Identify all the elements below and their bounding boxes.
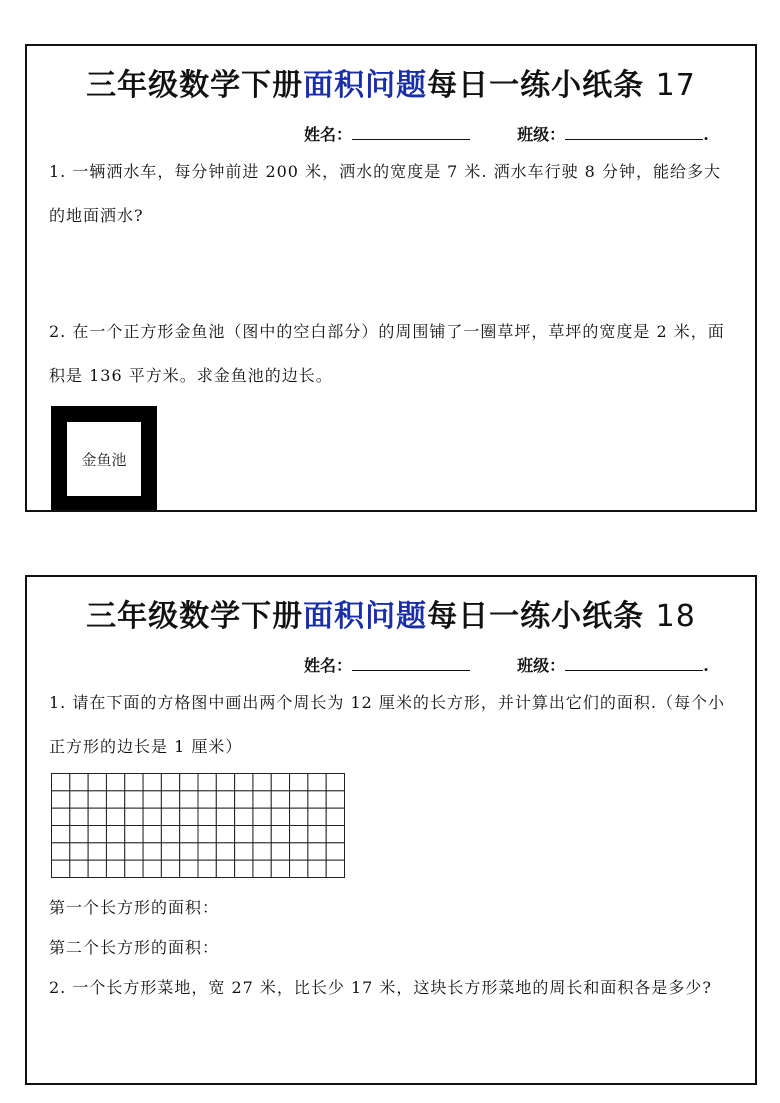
class-label: 班级： [517, 656, 566, 675]
grid-cell[interactable] [125, 791, 143, 808]
grid-cell[interactable] [52, 791, 70, 808]
worksheet-18-title [27, 591, 755, 635]
grid-cell[interactable] [88, 860, 106, 877]
grid-cell[interactable] [125, 808, 143, 825]
grid-cell[interactable] [235, 791, 253, 808]
grid-cell[interactable] [253, 860, 271, 877]
grid-cell[interactable] [326, 791, 344, 808]
worksheet-18 [25, 575, 757, 1085]
grid-cell[interactable] [271, 791, 289, 808]
grid-cell[interactable] [198, 808, 216, 825]
grid-svg[interactable] [51, 773, 345, 878]
grid-cell[interactable] [143, 826, 161, 843]
grid-cell[interactable] [52, 826, 70, 843]
area-2-label: 第二个长方形的面积： [49, 938, 220, 957]
grid-cell[interactable] [106, 808, 124, 825]
grid-cell[interactable] [290, 808, 308, 825]
grid-cell[interactable] [180, 860, 198, 877]
grid-cell[interactable] [52, 774, 70, 791]
title-number: 17 [655, 68, 696, 103]
grid-cell[interactable] [271, 774, 289, 791]
title-prefix: 三年级数学下册 [86, 599, 304, 634]
grid-cell[interactable] [125, 843, 143, 860]
worksheet-17-title [27, 60, 755, 104]
grid-cell[interactable] [88, 791, 106, 808]
student-info-line [304, 653, 709, 676]
grid-cell[interactable] [125, 774, 143, 791]
name-label: 姓名： [304, 125, 353, 144]
grid-cell[interactable] [70, 791, 88, 808]
grid-cell[interactable] [308, 860, 326, 877]
grid-cell[interactable] [271, 860, 289, 877]
grid-cell[interactable] [216, 860, 234, 877]
grid-cell[interactable] [106, 843, 124, 860]
grid-cell[interactable] [235, 808, 253, 825]
grid-cell[interactable] [106, 774, 124, 791]
grid-cell[interactable] [290, 860, 308, 877]
grid-cell[interactable] [161, 843, 179, 860]
grid-cell[interactable] [253, 826, 271, 843]
grid-cell[interactable] [70, 774, 88, 791]
grid-cell[interactable] [70, 843, 88, 860]
grid-cell[interactable] [161, 826, 179, 843]
title-suffix: 每日一练小纸条 [427, 599, 645, 634]
grid-cell[interactable] [125, 826, 143, 843]
question-2: 2. 一个长方形菜地，宽 27 米，比长少 17 米，这块长方形菜地的周长和面积各是多少? [49, 978, 712, 997]
grid-cell[interactable] [290, 774, 308, 791]
grid-cell[interactable] [161, 860, 179, 877]
grid-cell[interactable] [180, 774, 198, 791]
grid-cell[interactable] [308, 843, 326, 860]
grid-cell[interactable] [253, 808, 271, 825]
grid-cell[interactable] [161, 808, 179, 825]
grid-cell[interactable] [235, 774, 253, 791]
grid-cell[interactable] [106, 791, 124, 808]
grid-cell[interactable] [180, 843, 198, 860]
grid-cell[interactable] [52, 808, 70, 825]
grid-cell[interactable] [326, 774, 344, 791]
end-mark: . [703, 656, 709, 675]
grid-cell[interactable] [198, 860, 216, 877]
grid-cell[interactable] [143, 791, 161, 808]
grid-cell[interactable] [70, 826, 88, 843]
question-2: 2. 在一个正方形金鱼池（图中的空白部分）的周围铺了一圈草坪，草坪的宽度是 2 米，面积是 136 平方米。求金鱼池的边长。 [49, 322, 725, 385]
grid-cell[interactable] [308, 826, 326, 843]
class-label: 班级： [517, 125, 566, 144]
grid-cell[interactable] [253, 791, 271, 808]
class-blank[interactable] [565, 123, 703, 140]
grid-cell[interactable] [308, 808, 326, 825]
grid-cell[interactable] [216, 791, 234, 808]
grid-cell[interactable] [70, 808, 88, 825]
end-mark: . [703, 125, 709, 144]
area-1-label: 第一个长方形的面积： [49, 898, 220, 917]
class-blank[interactable] [565, 654, 703, 671]
grid-cell[interactable] [290, 826, 308, 843]
grid-cell[interactable] [216, 843, 234, 860]
grid-cell[interactable] [180, 808, 198, 825]
grid-cell[interactable] [198, 774, 216, 791]
grid-cell[interactable] [52, 843, 70, 860]
grid-cell[interactable] [326, 860, 344, 877]
grid-cell[interactable] [106, 826, 124, 843]
grid-cell[interactable] [88, 826, 106, 843]
grid-cell[interactable] [271, 808, 289, 825]
grid-cell[interactable] [271, 826, 289, 843]
question-1: 1. 请在下面的方格图中画出两个周长为 12 厘米的长方形，并计算出它们的面积.（每个小正方形的边长是 1 厘米） [49, 693, 725, 756]
name-label: 姓名： [304, 656, 353, 675]
grid-cell[interactable] [143, 774, 161, 791]
grid-cell[interactable] [253, 774, 271, 791]
grid-cell[interactable] [308, 774, 326, 791]
grid-cell[interactable] [290, 843, 308, 860]
name-blank[interactable] [352, 654, 470, 671]
grid-cell[interactable] [326, 826, 344, 843]
grid-cell[interactable] [106, 860, 124, 877]
grid-cell[interactable] [161, 774, 179, 791]
grid-cell[interactable] [326, 808, 344, 825]
square-grid[interactable] [51, 773, 345, 878]
title-highlight: 面积问题 [303, 599, 428, 634]
grid-cell[interactable] [143, 843, 161, 860]
grid-cell[interactable] [88, 774, 106, 791]
grid-cell[interactable] [235, 860, 253, 877]
grid-cell[interactable] [180, 826, 198, 843]
grid-cell[interactable] [271, 843, 289, 860]
grid-cell[interactable] [290, 791, 308, 808]
title-highlight: 面积问题 [303, 68, 428, 103]
grid-cell[interactable] [52, 860, 70, 877]
grid-cell[interactable] [198, 826, 216, 843]
grid-cell[interactable] [326, 843, 344, 860]
name-blank[interactable] [352, 123, 470, 140]
grid-cell[interactable] [216, 808, 234, 825]
title-prefix: 三年级数学下册 [86, 68, 304, 103]
grid-cell[interactable] [143, 808, 161, 825]
grid-cell[interactable] [161, 791, 179, 808]
title-number: 18 [655, 599, 696, 634]
worksheet-17 [25, 44, 757, 512]
grid-cell[interactable] [216, 774, 234, 791]
student-info-line [304, 122, 709, 145]
grid-cell[interactable] [88, 808, 106, 825]
title-suffix: 每日一练小纸条 [427, 68, 645, 103]
question-1: 1. 一辆洒水车，每分钟前进 200 米，洒水的宽度是 7 米. 洒水车行驶 8 分钟，能给多大的地面洒水? [49, 162, 721, 225]
grid-cell[interactable] [198, 791, 216, 808]
grid-cell[interactable] [253, 843, 271, 860]
grid-cell[interactable] [180, 791, 198, 808]
grid-cell[interactable] [88, 843, 106, 860]
grid-cell[interactable] [70, 860, 88, 877]
grid-cell[interactable] [308, 791, 326, 808]
goldfish-pond-diagram [51, 406, 157, 510]
grid-cell[interactable] [235, 843, 253, 860]
grid-cell[interactable] [125, 860, 143, 877]
grid-cell[interactable] [216, 826, 234, 843]
grid-cell[interactable] [143, 860, 161, 877]
grid-cell[interactable] [198, 843, 216, 860]
pond-label: 金鱼池 [67, 422, 141, 496]
grid-cell[interactable] [235, 826, 253, 843]
